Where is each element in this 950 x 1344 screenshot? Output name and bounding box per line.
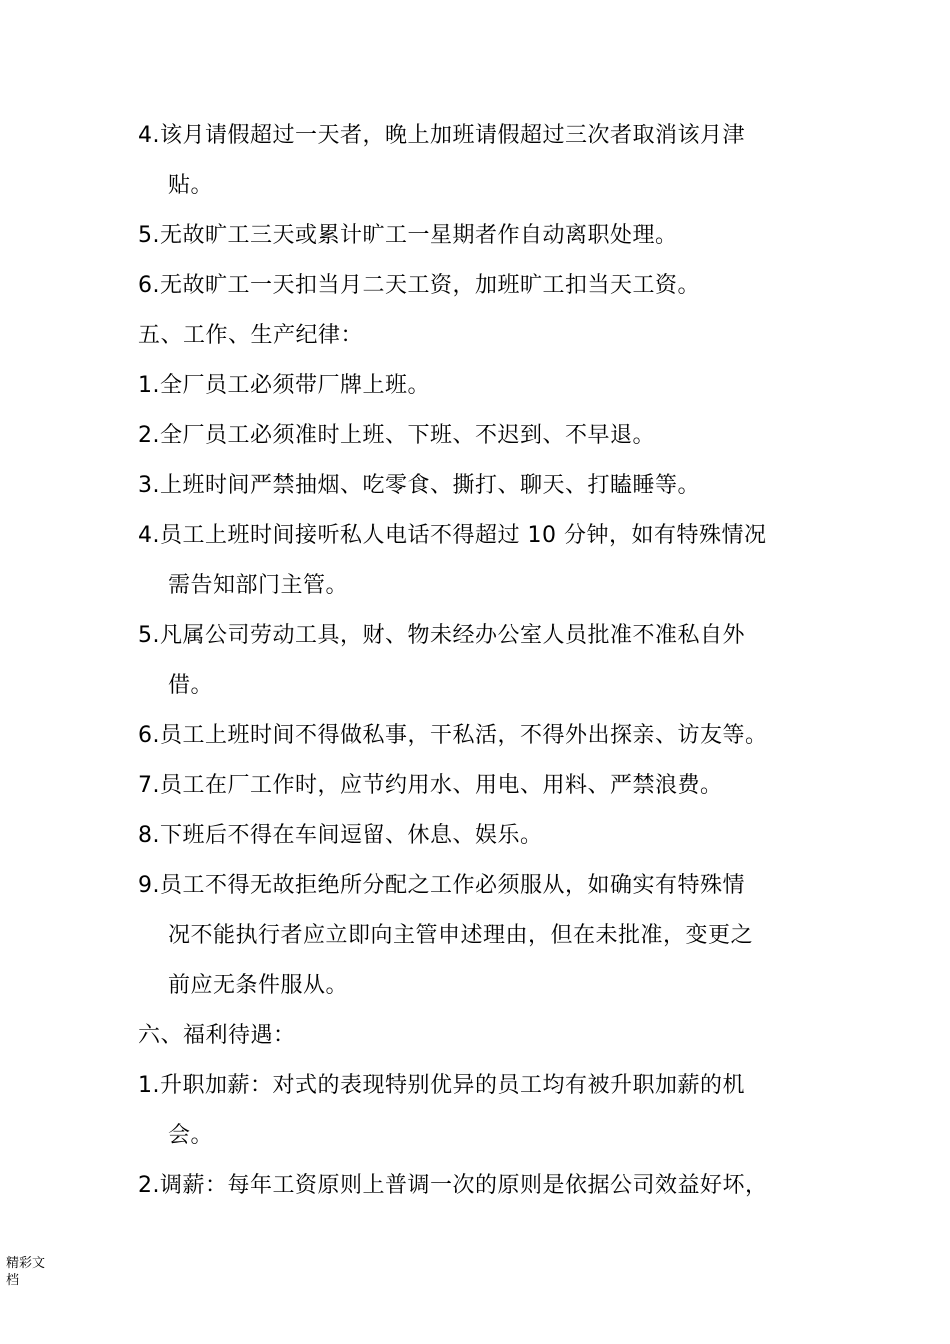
item-text: 无故旷工一天扣当月二天工资，加班旷工扣当天工资。 [160,273,701,298]
item-continuation [138,661,828,711]
item-number: 9. [138,873,160,898]
list-item [138,261,828,311]
list-item [138,1061,828,1111]
item-text: 调薪：每年工资原则上普调一次的原则是依据公司效益好坏， [160,1173,768,1198]
item-continuation [138,161,828,211]
item-text: 员工上班时间接听私人电话不得超过 10 分钟，如有特殊情况 [160,523,767,548]
list-item [138,761,828,811]
list-item [138,861,828,911]
item-text: 员工不得无故拒绝所分配之工作必须服从，如确实有特殊情 [160,873,746,898]
item-text: 需告知部门主管。 [168,573,349,598]
item-continuation [138,961,828,1011]
item-continuation [138,1111,828,1161]
item-text: 该月请假超过一天者，晚上加班请假超过三次者取消该月津 [160,123,746,148]
item-text: 上班时间严禁抽烟、吃零食、撕打、聊天、打瞌睡等。 [160,473,701,498]
item-number: 1. [138,373,160,398]
item-number: 1. [138,1073,160,1098]
item-text: 借。 [168,673,214,698]
item-continuation [138,911,828,961]
item-text: 全厂员工必须带厂牌上班。 [160,373,431,398]
footer-label-line: 档 [6,1273,20,1288]
item-number: 5. [138,223,160,248]
list-item [138,811,828,861]
item-number: 5. [138,623,160,648]
item-text: 凡属公司劳动工具，财、物未经办公室人员批准不准私自外 [160,623,746,648]
list-item [138,461,828,511]
item-number: 2. [138,423,160,448]
section-title: 五、工作、生产纪律： [138,323,364,348]
list-item [138,411,828,461]
item-text: 贴。 [168,173,214,198]
item-number: 6. [138,273,160,298]
footer-label [6,1255,56,1289]
item-number: 6. [138,723,160,748]
item-number: 7. [138,773,160,798]
item-continuation [138,561,828,611]
item-text: 前应无条件服从。 [168,973,349,998]
list-item [138,511,828,561]
list-item [138,211,828,261]
item-number: 4. [138,523,160,548]
item-text: 会。 [168,1123,214,1148]
list-item [138,111,828,161]
item-text: 全厂员工必须准时上班、下班、不迟到、不早退。 [160,423,656,448]
section-heading [138,311,828,361]
item-number: 2. [138,1173,160,1198]
section-title: 六、福利待遇： [138,1023,296,1048]
item-text: 况不能执行者应立即向主管申述理由，但在未批准，变更之 [168,923,754,948]
item-text: 升职加薪：对式的表现特别优异的员工均有被升职加薪的机 [160,1073,746,1098]
item-text: 无故旷工三天或累计旷工一星期者作自动离职处理。 [160,223,678,248]
list-item [138,711,828,761]
item-text: 下班后不得在车间逗留、休息、娱乐。 [160,823,543,848]
list-item [138,611,828,661]
document-body [138,111,828,1211]
section-heading [138,1011,828,1061]
item-number: 3. [138,473,160,498]
item-text: 员工上班时间不得做私事，干私活，不得外出探亲、访友等。 [160,723,768,748]
item-number: 4. [138,123,160,148]
list-item [138,1161,828,1211]
footer-label-line: 精彩文 [6,1256,46,1271]
item-text: 员工在厂工作时，应节约用水、用电、用料、严禁浪费。 [160,773,723,798]
list-item [138,361,828,411]
item-number: 8. [138,823,160,848]
